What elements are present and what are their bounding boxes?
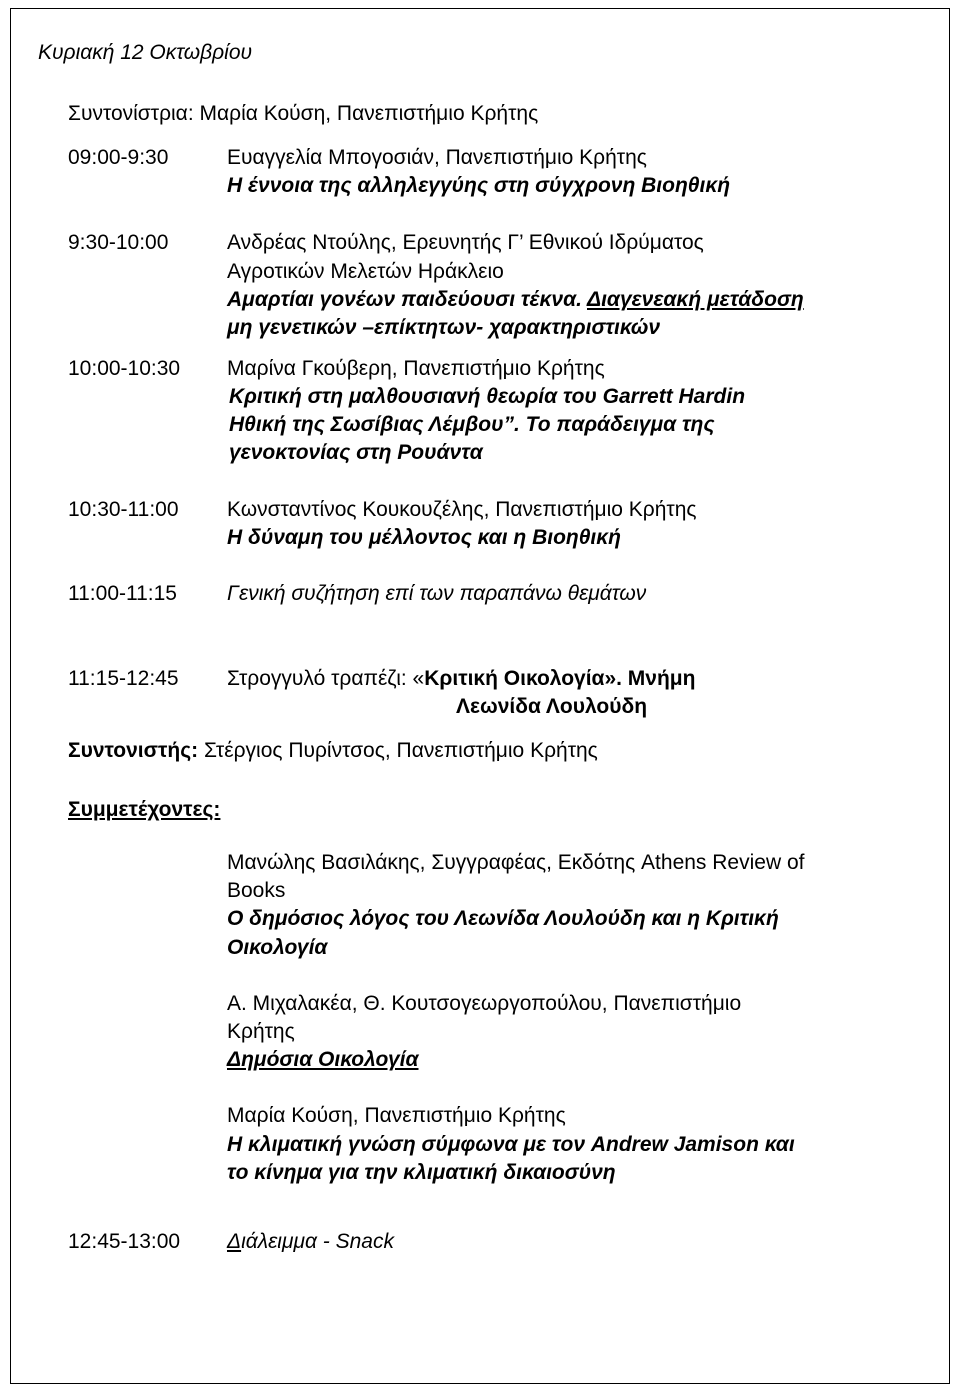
roundtable-coordinator: Συντονιστής: Στέργιος Πυρίντσος, Πανεπιστήμιο Κρήτης bbox=[68, 739, 598, 762]
session-time: 10:00-10:30 bbox=[68, 357, 181, 380]
session-speaker-cont: Αγροτικών Μελετών Ηράκλειο bbox=[227, 260, 504, 283]
day-heading: Κυριακή 12 Οκτωβρίου bbox=[38, 41, 253, 64]
session-speaker: Ανδρέας Ντούλης, Ερευνητής Γ’ Εθνικού Ιδρύματος bbox=[227, 231, 704, 254]
session-time: 11:15-12:45 bbox=[68, 667, 179, 690]
participant-name: Μαρία Κούση, Πανεπιστήμιο Κρήτης bbox=[227, 1104, 566, 1127]
participant-name: Α. Μιχαλακέα, Θ. Κουτσογεωργοπούλου, Πανεπιστήμιο bbox=[227, 992, 742, 1015]
session-title: Κριτική στη μαλθουσιανή θεωρία του Garrett Hardin bbox=[229, 385, 746, 408]
session-title: Η δύναμη του μέλλοντος και η Βιοηθική bbox=[227, 526, 621, 549]
session-title: Γενική συζήτηση επί των παραπάνω θεμάτων bbox=[227, 582, 647, 605]
session-time: 11:00-11:15 bbox=[68, 582, 177, 605]
session-speaker: Ευαγγελία Μπογοσιάν, Πανεπιστήμιο Κρήτης bbox=[227, 146, 647, 169]
participant-title-cont: Οικολογία bbox=[227, 936, 328, 959]
session-title-cont: γενοκτονίας στη Ρουάντα bbox=[229, 441, 483, 464]
session-time: 09:00-9:30 bbox=[68, 146, 169, 169]
session-title: Αμαρτίαι γονέων παιδεύουσι τέκνα. Διαγενεακή μετάδοση bbox=[227, 288, 804, 311]
break-label: Διάλειμμα - Snack bbox=[227, 1230, 394, 1253]
participants-label: Συμμετέχοντες: bbox=[68, 798, 221, 821]
break-time: 12:45-13:00 bbox=[68, 1230, 181, 1253]
session-speaker: Μαρίνα Γκούβερη, Πανεπιστήμιο Κρήτης bbox=[227, 357, 605, 380]
participant-name-cont: Books bbox=[227, 879, 286, 902]
participant-title: Η κλιματική γνώση σύμφωνα με τον Andrew Jamison και bbox=[227, 1133, 795, 1156]
session-title-cont: μη γενετικών –επίκτητων- χαρακτηριστικών bbox=[227, 316, 661, 339]
participant-title: Ο δημόσιος λόγος του Λεωνίδα Λουλούδη και η Κριτική bbox=[227, 907, 779, 930]
session-title: Η έννοια της αλληλεγγύης στη σύγχρονη Βιοηθική bbox=[227, 174, 731, 197]
participant-title: Δημόσια Οικολογία bbox=[227, 1048, 419, 1071]
participant-title-cont: το κίνημα για την κλιματική δικαιοσύνη bbox=[227, 1161, 616, 1184]
session-title-cont: Ηθική της Σωσίβιας Λέμβου”. Το παράδειγμα της bbox=[229, 413, 715, 436]
session-speaker: Κωνσταντίνος Κουκουζέλης, Πανεπιστήμιο Κρήτης bbox=[227, 498, 697, 521]
session-time: 9:30-10:00 bbox=[68, 231, 169, 254]
roundtable-title: Στρογγυλό τραπέζι: «Κριτική Οικολογία». Μνήμη bbox=[227, 667, 696, 690]
session-coordinator: Συντονίστρια: Μαρία Κούση, Πανεπιστήμιο Κρήτης bbox=[68, 102, 539, 125]
session-time: 10:30-11:00 bbox=[68, 498, 179, 521]
roundtable-title-cont: Λεωνίδα Λουλούδη bbox=[456, 695, 648, 718]
participant-name-cont: Κρήτης bbox=[227, 1020, 295, 1043]
participant-name: Μανώλης Βασιλάκης, Συγγραφέας, Εκδότης Athens Review of bbox=[227, 851, 805, 874]
